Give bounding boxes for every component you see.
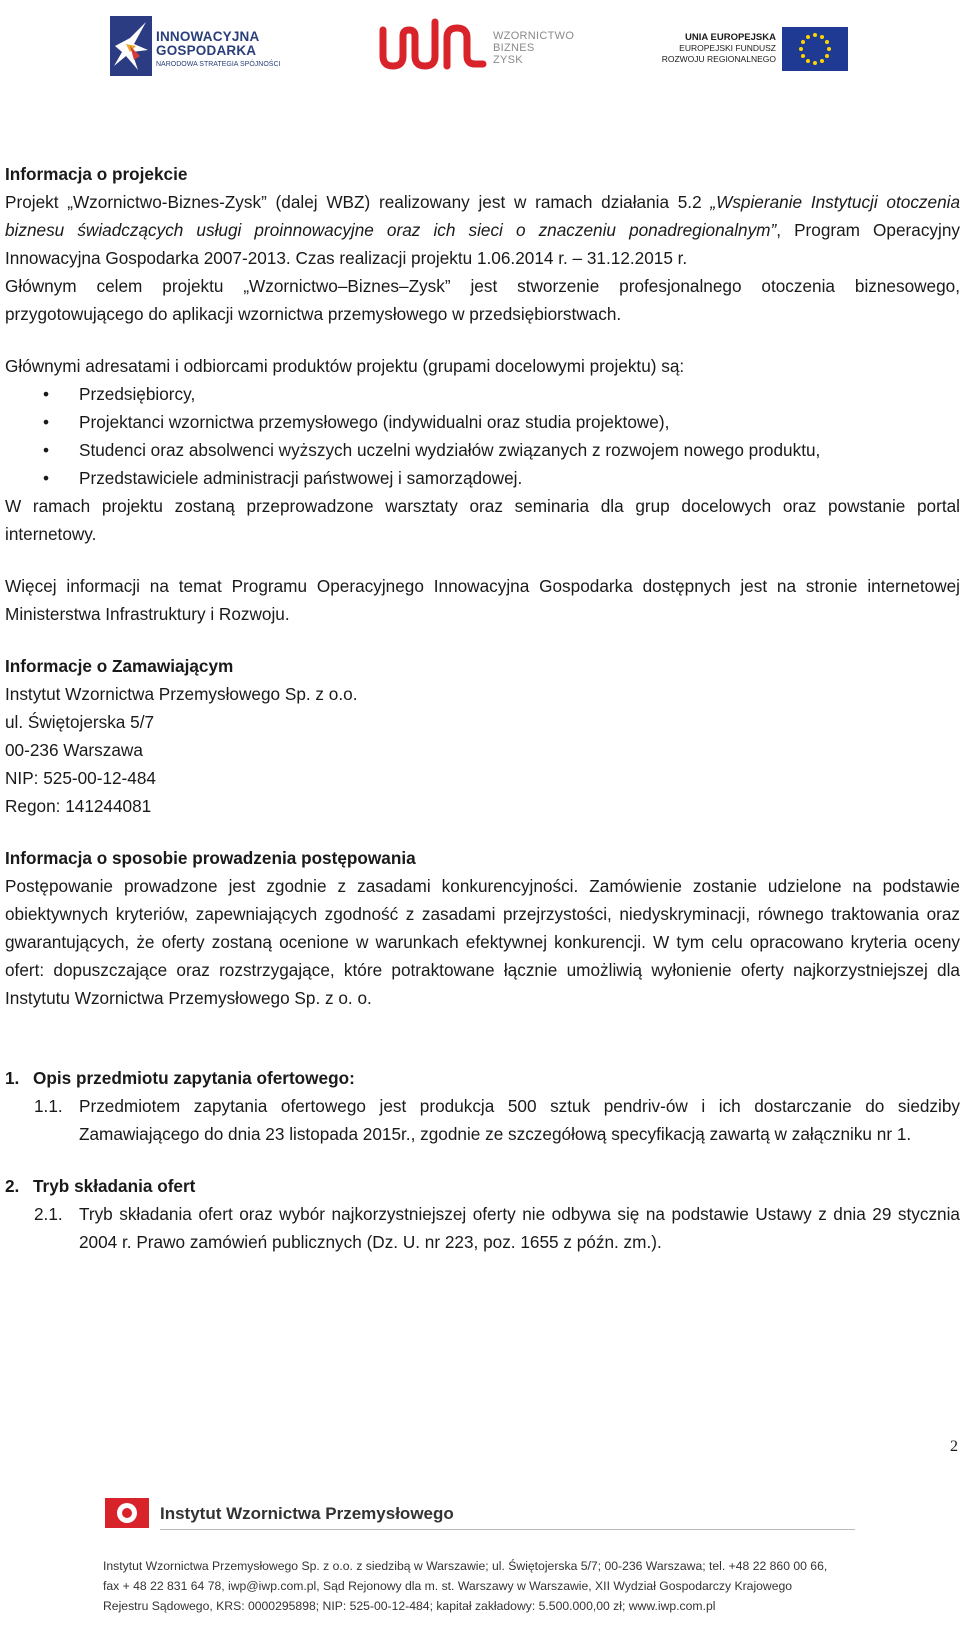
footer-line: fax + 48 22 831 64 78, iwp@iwp.com.pl, Sąd Rejonowy dla m. st. Warszawy w Warszawie, XII Wydział Gospodarczy Krajowego [103, 1579, 793, 1593]
project-info-text-italic: „Wspieranie Instytucji otoczenia biznesu świadczących usługi proinnowacyjne oraz ich sieci o znaczeniu ponadregionalnym” [5, 192, 960, 240]
innowacyjna-gospodarka-logo [110, 16, 285, 76]
project-info-text-b: , Program Operacyjny Innowacyjna Gospodarka 2007-2013. Czas realizacji projektu 1.06.2014 r. – 31.12.2015 r. [5, 220, 960, 268]
section-1-title: Opis przedmiotu zapytania ofertowego: [33, 1068, 355, 1088]
list-item: • Projektanci wzornictwa przemysłowego (indywidualni oraz studia projektowe), [5, 408, 960, 436]
wbz-logo-line3: ZYSK [493, 54, 523, 66]
section-2-heading [5, 1172, 960, 1200]
unia-europejska-logo [650, 24, 850, 74]
project-goal-paragraph: Głównym celem projektu „Wzornictwo–Biznes–Zysk” jest stworzenie profesjonalnego otoczenia biznesowego, przygotowującego do aplikacji wzornictwa przemysłowego w przedsiębiorstwach. [5, 276, 960, 324]
section-2-number: 2. [5, 1176, 20, 1196]
target-groups-list [5, 380, 960, 492]
buyer-nip: NIP: 525-00-12-484 [5, 768, 156, 788]
project-info-text-a: Projekt „Wzornictwo-Biznes-Zysk” (dalej WBZ) realizowany jest w ramach działania 5.2 [5, 192, 711, 212]
page-header [0, 10, 960, 80]
iwp-logo-icon [105, 1498, 149, 1528]
wzornictwo-biznes-zysk-logo [377, 12, 577, 76]
section-1-1-number: 1.1. [34, 1096, 63, 1116]
procedure-paragraph: Postępowanie prowadzone jest zgodnie z zasadami konkurencyjności. Zamówienie zostanie udzielone na podstawie obiektywnych kryteriów, zapewniających zgodność z zasadami przejrzystości, niedyskryminacji, równego traktowania oraz gwarantujących, że oferty zostaną ocenione w warunkach efektywnej konkurencji. W tym celu opracowano kryteria oceny ofert: dopuszczające oraz rozstrzygające, które potraktowane łącznie umożliwią wyłonienie oferty najkorzystniejszej dla Instytutu Wzornictwa Przemysłowego Sp. z o. o. [5, 876, 960, 1008]
buyer-city: 00-236 Warszawa [5, 740, 143, 760]
buyer-street: ul. Świętojerska 5/7 [5, 712, 155, 732]
list-item: • Przedstawiciele administracji państwowej i samorządowej. [5, 464, 960, 492]
target-groups-intro: Głównymi adresatami i odbiorcami produktów projektu (grupami docelowymi projektu) są: [5, 356, 685, 376]
buyer-name: Instytut Wzornictwa Przemysłowego Sp. z o.o. [5, 684, 358, 704]
ue-logo-line3: ROZWOJU REGIONALNEGO [661, 54, 776, 64]
project-info-heading: Informacja o projekcie [5, 164, 188, 184]
ue-logo-line2: EUROPEJSKI FUNDUSZ [679, 43, 776, 53]
wbz-logo-line1: WZORNICTWO [493, 30, 575, 42]
buyer-regon: Regon: 141244081 [5, 796, 152, 816]
ig-logo-line3: NARODOWA STRATEGIA SPÓJNOŚCI [156, 61, 281, 68]
footer-address [103, 1556, 827, 1616]
ig-logo-line1: INNOWACYJNA [156, 29, 260, 44]
ig-logo-line2: GOSPODARKA [156, 43, 257, 58]
footer-institute-name: Instytut Wzornictwa Przemysłowego [160, 1504, 454, 1523]
section-2-title: Tryb składania ofert [33, 1176, 196, 1196]
footer-line: Instytut Wzornictwa Przemysłowego Sp. z o.o. z siedzibą w Warszawie; ul. Świętojerska 5/7; 00-236 Warszawa; tel. +48 22 860 00 66, [103, 1559, 828, 1573]
procedure-heading: Informacja o sposobie prowadzenia postępowania [5, 848, 416, 868]
section-1-number: 1. [5, 1068, 20, 1088]
section-2-1 [5, 1200, 960, 1256]
eu-flag-icon [782, 27, 848, 71]
more-info-paragraph: Więcej informacji na temat Programu Operacyjnego Innowacyjna Gospodarka dostępnych jest na stronie internetowej Ministerstwa Infrastruktury i Rozwoju. [5, 576, 960, 624]
wbz-mark-icon [377, 16, 489, 72]
list-item: • Studenci oraz absolwenci wyższych uczelni wydziałów związanych z rozwojem nowego produktu, [5, 436, 960, 464]
list-item: • Przedsiębiorcy, [5, 380, 960, 408]
footer-divider [160, 1529, 855, 1530]
ue-logo-line1: UNIA EUROPEJSKA [685, 32, 776, 43]
page-footer [0, 1488, 960, 1629]
section-2-1-text: Tryb składania ofert oraz wybór najkorzystniejszej oferty nie odbywa się na podstawie Ustawy z dnia 29 stycznia 2004 r. Prawo zamówień publicznych (Dz. U. nr 223, poz. 1655 z późn. zm.). [79, 1204, 960, 1252]
document-body [5, 160, 960, 1256]
workshops-paragraph: W ramach projektu zostaną przeprowadzone warsztaty oraz seminaria dla grup docelowych oraz powstanie portal internetowy. [5, 496, 960, 544]
project-info-paragraph [5, 188, 960, 272]
section-1-heading [5, 1064, 960, 1092]
section-1-1-text: Przedmiotem zapytania ofertowego jest produkcja 500 sztuk pendriv-ów i ich dostarczanie do siedziby Zamawiającego do dnia 23 listopada 2015r., zgodnie ze szczegółową specyfikacją zawartą w załączniku nr 1. [79, 1096, 960, 1144]
ig-emblem-icon [110, 16, 152, 76]
section-2-1-number: 2.1. [34, 1204, 63, 1224]
footer-line: Rejestru Sądowego, KRS: 0000295898; NIP: 525-00-12-484; kapitał zakładowy: 5.500.000,00 zł; www.iwp.com.pl [103, 1599, 716, 1613]
page-number: 2 [950, 1438, 958, 1455]
section-1-1 [5, 1092, 960, 1148]
buyer-info-heading: Informacje o Zamawiającym [5, 656, 234, 676]
wbz-logo-line2: BIZNES [493, 42, 535, 54]
